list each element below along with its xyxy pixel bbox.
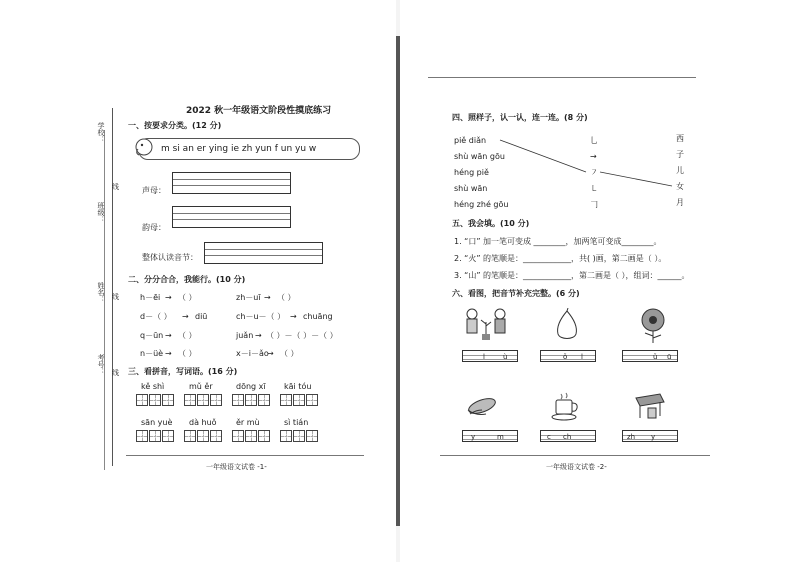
s4-char-1: 西 [676,134,684,143]
page-title: 2022 秋一年级语文阶段性摸底练习 [186,106,332,116]
tian-box[interactable] [210,394,222,406]
s4-py-3: héng piě [454,168,489,177]
syllable-4-b: m [497,433,504,441]
syllable-box-4[interactable] [462,430,518,442]
s3-py-1: kě shì [141,382,165,391]
s3-py-2: mǔ ěr [189,382,213,391]
tian-box[interactable] [293,394,305,406]
arrow-icon: → [182,312,189,321]
s4-stroke-4: ㇄ [590,184,598,193]
shengmu-label: 声母： [142,186,166,195]
tian-box[interactable] [162,394,174,406]
syllable-2-c: l [581,353,583,361]
exam-page-2 [400,0,794,562]
tian-box[interactable] [197,394,209,406]
binding-mark-2: 线 [112,293,119,301]
syllable-3-b: ǔ [653,353,658,361]
s2-r2-a[interactable]: d－（ ） [140,312,172,321]
s4-char-2: 子 [676,150,684,159]
arrow-icon: → [290,312,297,321]
tian-box[interactable] [136,394,148,406]
syllable-2-b: ǒ [563,353,568,361]
s5-line-3[interactable]: 3. “山” 的笔顺是：____________，第二画是（ ），组词：______。 [454,271,690,280]
tian-box[interactable] [293,430,305,442]
arrow-icon: → [165,331,172,340]
s4-char-4: 女 [676,182,684,191]
syllable-5-a: c [547,433,551,441]
s4-title: 四、照样子，认一认，连一连。(8 分) [452,113,588,122]
s4-char-3: 儿 [676,166,684,175]
shengmu-writing-lines[interactable] [172,172,291,194]
syllable-box-5[interactable] [540,430,596,442]
s2-r3-a: q－ūn [140,331,164,340]
zhengti-writing-lines[interactable] [204,242,323,264]
footer-rule [440,455,710,456]
tian-box[interactable] [184,394,196,406]
s2-r2-c[interactable]: ch－u－（ ） [236,312,286,321]
binding-name: 姓名： [97,282,105,303]
s4-py-4: shù wān [454,184,488,193]
s4-stroke-2: → [590,152,597,161]
s2-title: 二、分分合合，我能行。(10 分) [128,275,246,284]
tian-box[interactable] [245,394,257,406]
s5-line-1[interactable]: 1. “口” 加一笔可变成 ________，加两笔可变成________。 [454,237,662,246]
s4-py-5: héng zhé gōu [454,200,509,209]
s3-title: 三、看拼音，写词语。(16 分) [128,367,238,376]
chrysanthemum-icon [632,306,674,344]
tian-box[interactable] [149,430,161,442]
syllable-box-2[interactable] [540,350,596,362]
s2-r3-d[interactable]: （ ）－（ ）－（ ） [266,331,338,340]
s3-py-5: sān yuè [141,418,173,427]
binding-mark-3: 线 [112,369,119,377]
corn-icon [464,392,500,422]
syllable-1-a: l [483,353,485,361]
desk-chair-icon [632,390,668,422]
syllable-box-3[interactable] [622,350,678,362]
tian-box[interactable] [232,430,244,442]
s5-title: 五、我会填。(10 分) [452,219,530,228]
syllable-6-a: zh [627,433,636,441]
tian-box[interactable] [149,394,161,406]
pear-icon [552,308,582,342]
exam-page-1 [0,0,396,562]
syllable-1-b: ù [503,353,508,361]
tian-box[interactable] [306,430,318,442]
s3-py-4: kāi tóu [284,382,312,391]
tian-box[interactable] [306,394,318,406]
s2-r2-d: chuāng [303,312,333,321]
tian-box[interactable] [136,430,148,442]
s2-r4-b[interactable]: （ ） [178,349,197,358]
s2-r1-b[interactable]: （ ） [178,293,197,302]
arrow-icon: → [267,349,274,358]
s4-char-5: 月 [676,198,684,207]
s3-py-6: dà huǒ [189,418,217,427]
s2-r2-b: diū [195,312,208,321]
s2-r1-d[interactable]: （ ） [277,293,296,302]
syllable-5-b: ch [563,433,572,441]
yunmu-label: 韵母： [142,223,166,232]
s2-r1-a: h－ēi [140,293,161,302]
s4-stroke-3: ㇇ [590,168,598,177]
s1-title: 一、按要求分类。(12 分) [128,121,222,130]
children-plant-tree-icon [462,306,514,344]
s2-r3-b[interactable]: （ ） [178,331,197,340]
syllable-3-c: ū [667,353,672,361]
arrow-icon: → [165,293,172,302]
syllable-box-1[interactable] [462,350,518,362]
s4-stroke-5: 𠃌 [590,200,598,209]
tea-cup-icon [550,392,582,422]
binding-number: 考号： [97,354,105,375]
arrow-icon: → [264,293,271,302]
s2-r4-d[interactable]: （ ） [280,349,299,358]
s2-r3-c: juǎn [236,331,254,340]
s4-py-2: shù wān gōu [454,152,505,161]
s5-line-2[interactable]: 2. “火” 的笔顺是：____________，共( )画，第二画是（ ）。 [454,254,667,263]
binding-class: 班级： [97,202,105,223]
tian-box[interactable] [232,394,244,406]
syllable-4-a: y [471,433,476,441]
s3-py-7: ěr mù [236,418,260,427]
tian-box[interactable] [197,430,209,442]
s2-r4-a: n－üè [140,349,164,358]
s4-py-1: piě diǎn [454,136,487,145]
page-footer: 一年级语文试卷 -2- [546,463,607,471]
s3-py-3: dōng xī [236,382,266,391]
letter-cloud [138,138,360,160]
tian-box[interactable] [280,430,292,442]
arrow-icon: → [255,331,262,340]
s2-r4-c: x－i－ǎo [236,349,269,358]
letters-to-classify: m si an er ying ie zh yun f un yu w [161,144,317,154]
tian-box[interactable] [245,430,257,442]
binding-school: 学校： [97,122,105,143]
example-connection-lines [400,0,794,230]
s3-py-8: sì tián [284,418,309,427]
tian-box[interactable] [258,394,270,406]
footer-rule [126,455,364,456]
tian-box[interactable] [258,430,270,442]
arrow-icon: → [165,349,172,358]
binding-line [112,108,113,466]
tian-box[interactable] [162,430,174,442]
page-footer: 一年级语文试卷 -1- [206,463,267,471]
binding-mark-1: 线 [112,183,119,191]
zhengti-label: 整体认读音节： [142,253,198,262]
tian-box[interactable] [280,394,292,406]
tian-box[interactable] [184,430,196,442]
elephant-icon [133,137,155,157]
syllable-box-6[interactable] [622,430,678,442]
yunmu-writing-lines[interactable] [172,206,291,228]
s2-r1-c: zh－uī [236,293,261,302]
tian-box[interactable] [210,430,222,442]
s6-title: 六、看图，把音节补充完整。(6 分) [452,289,580,298]
s4-stroke-1: 乚 [590,136,598,145]
syllable-6-b: y [651,433,656,441]
